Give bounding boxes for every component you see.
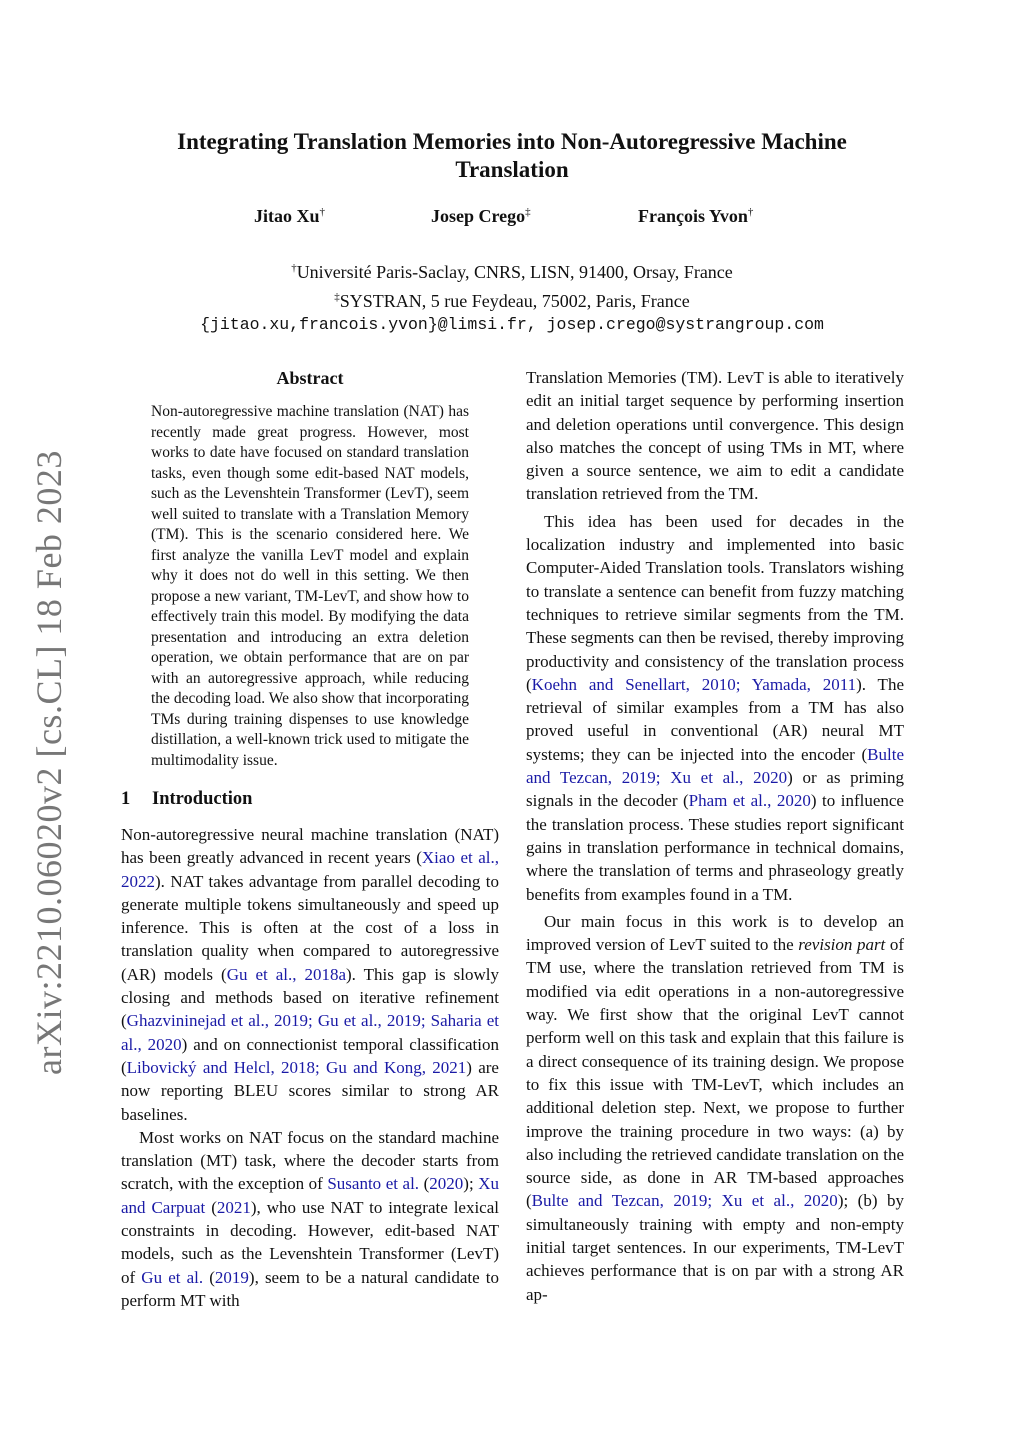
citation-link[interactable]: 2020 — [429, 1174, 464, 1194]
citation-link[interactable]: Gu et al., 2019 — [317, 1011, 421, 1031]
intro-paragraph-1 — [121, 823, 499, 1126]
intro-paragraph-3 — [526, 510, 904, 906]
author-name: François Yvon — [638, 206, 748, 226]
text-run: ); (b) by simultaneously training with empty and non-empty initial target sentences. In our experiments, TM-LevT achieves performance that is on par with a strong AR ap- — [526, 1191, 904, 1304]
intro-paragraph-4 — [526, 910, 904, 1306]
arxiv-identifier-stamp: arXiv:2210.06020v2 [cs.CL] 18 Feb 2023 — [29, 450, 69, 1075]
left-column — [121, 366, 499, 1312]
text-run: ), seem to be a natural candidate to perform MT with — [121, 1267, 499, 1310]
author-name: Jitao Xu — [254, 206, 320, 226]
affiliation-mark: ‡ — [334, 290, 340, 303]
text-run: ). The retrieval of similar examples from a TM has also proved useful in conventional (AR) neural MT systems; they can be injected into the encoder ( — [526, 674, 904, 764]
citation-separator: ; — [707, 1191, 722, 1211]
citation-link[interactable]: Xu and Carpuat — [121, 1174, 499, 1217]
citation-link[interactable]: Ghazvininejad et al., 2019 — [126, 1011, 309, 1031]
citation-link[interactable]: Saharia et al., 2020 — [121, 1011, 499, 1054]
section-title: Introduction — [152, 789, 253, 809]
citation-link[interactable]: Gu and Kong, 2021 — [326, 1057, 467, 1077]
emphasis-text: revision part — [798, 935, 886, 955]
author-affiliation-mark: ‡ — [525, 206, 531, 218]
text-run: ( — [419, 1174, 430, 1194]
text-run: ). This gap is slowly closing and methods based on iterative refinement ( — [121, 964, 499, 1031]
citation-link[interactable]: Xiao et al., 2022 — [121, 848, 499, 891]
citation-link[interactable]: Susanto et al. — [327, 1174, 420, 1194]
citation-link[interactable]: 2021 — [216, 1197, 251, 1217]
author-3 — [638, 206, 753, 227]
citation-link[interactable]: Xu et al., 2020 — [670, 768, 788, 788]
citation-link[interactable]: Xu et al., 2020 — [721, 1191, 838, 1211]
section-heading-introduction — [121, 787, 499, 811]
citation-link[interactable]: Koehn and Senellart, 2010 — [531, 674, 736, 694]
citation-separator: ; — [655, 768, 671, 788]
author-name: Josep Crego — [431, 206, 526, 226]
affiliation-mark: † — [291, 262, 297, 274]
author-emails: {jitao.xu,francois.yvon}@limsi.fr, josep.crego@systrangroup.com — [200, 315, 824, 334]
citation-separator: ; — [308, 1011, 318, 1031]
author-2 — [431, 206, 531, 227]
text-run: ) are now reporting BLEU scores similar to strong AR baselines. — [121, 1057, 499, 1124]
abstract-text: Non-autoregressive machine translation (NAT) has recently made great progress. However, most works to date have focused on standard translation tasks, even though some edit-based NAT models, such as the Levenshtein Transformer (LevT), seem well suited to translate with a Translation Memory (TM). This is the scenario considered here. We first analyze the vanilla LevT model and explain why it does not do well in this setting. We then propose a new variant, TM-LevT, and show how to effectively train this model. By modifying the data presentation and introducing an extra deletion operation, we obtain performance that are on par with an autoregressive approach, while reducing the decoding load. We also show that incorporating TMs during training dispenses to use knowledge distillation, a well-known trick used to mitigate the multimodality issue. — [151, 403, 469, 769]
right-column — [526, 366, 904, 1306]
text-run: This idea has been used for decades in the localization industry and implemented into basic Computer-Aided Translation tools. Translators wishing to translate a sentence can benefit from fuzzy matching techniques to retrieve similar segments from the TM. These segments can then be revised, thereby improving productivity and consistency of the translation process ( — [526, 511, 904, 694]
intro-paragraph-continued — [526, 366, 904, 506]
text-run: Our main focus in this work is to develop an improved version of LevT suited to the — [526, 911, 904, 955]
citation-link[interactable]: Bulte and Tezcan, 2019 — [531, 1191, 708, 1211]
section-number: 1 — [121, 789, 131, 809]
paper-title: Integrating Translation Memories into Non-Autoregressive Machine Translation — [177, 129, 847, 182]
affiliation-line — [120, 256, 904, 285]
citation-link[interactable]: Gu et al., 2018a — [226, 964, 346, 984]
text-run: ( — [203, 1267, 215, 1287]
text-run: ) or as priming signals in the decoder ( — [526, 768, 904, 811]
author-affiliation-mark: † — [319, 206, 326, 218]
citation-link[interactable]: Gu et al. — [141, 1267, 204, 1287]
text-run: Most works on NAT focus on the standard machine translation (MT) task, where the decoder starts from scratch, with the exception of — [121, 1127, 499, 1194]
text-run: ). NAT takes advantage from parallel decoding to generate multiple tokens simultaneously and speed up inference. This is often at the cost of a loss in translation quality when compared to autoregressive (AR) models ( — [121, 871, 499, 984]
affiliation-text: SYSTRAN, 5 rue Feydeau, 75002, Paris, France — [339, 290, 690, 311]
affiliations-block — [120, 256, 904, 338]
citation-link[interactable]: Pham et al., 2020 — [688, 791, 811, 811]
citation-link[interactable]: 2019 — [214, 1267, 249, 1287]
citation-link[interactable]: Yamada, 2011 — [751, 674, 857, 694]
abstract-heading: Abstract — [276, 368, 344, 388]
text-run: ) to influence the translation process. These studies report significant gains in translation performance in technical domains, where the translation of terms and phraseology greatly benefits from examples found in a TM. — [526, 791, 904, 904]
citation-link[interactable]: Bulte and Tezcan, 2019 — [526, 744, 904, 788]
author-1 — [254, 206, 325, 227]
citation-separator: ; — [315, 1057, 327, 1077]
author-affiliation-mark: † — [747, 206, 754, 218]
citation-link[interactable]: Libovický and Helcl, 2018 — [126, 1057, 316, 1077]
affiliation-line — [120, 285, 904, 314]
text-run: Translation Memories (TM). LevT is able to iteratively edit an initial target sequence by performing insertion and deletion operations until convergence. This design also matches the concept of using TMs in MT, where given a source sentence, we aim to edit a candidate translation retrieved from the TM. — [526, 368, 904, 504]
text-run: ); — [463, 1174, 479, 1194]
citation-separator: ; — [420, 1011, 431, 1031]
text-run: Non-autoregressive neural machine translation (NAT) has been greatly advanced in recent years ( — [121, 825, 499, 868]
intro-paragraph-2 — [121, 1126, 499, 1312]
affiliation-text: Université Paris-Saclay, CNRS, LISN, 91400, Orsay, France — [296, 262, 733, 282]
text-run: of TM use, where the translation retrieved from TM is modified via edit operations in a non-autoregressive way. We first show that the original LevT cannot perform well on this task and explain that this failure is a direct consequence of its training design. We propose to fix this issue with TM-LevT, which includes an additional deletion step. Next, we propose to further improve the training procedure in two ways: (a) by also including the retrieved candidate translation on the source side, as done in AR TM-based approaches ( — [526, 935, 904, 1211]
text-run: ( — [205, 1197, 217, 1217]
text-run: ), who use NAT to integrate lexical constraints in decoding. However, edit-based NAT models, such as the Levenshtein Transformer (LevT) of — [121, 1197, 499, 1287]
text-run: ) and on connectionist temporal classification ( — [121, 1034, 499, 1077]
citation-separator: ; — [735, 674, 752, 694]
